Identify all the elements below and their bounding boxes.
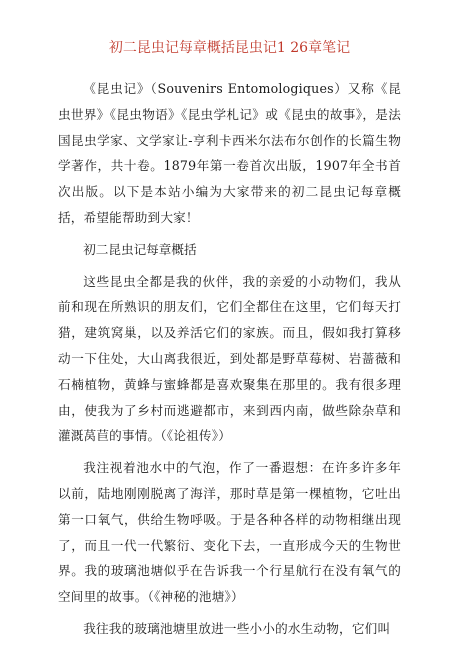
body-paragraph-2: 我注视着池水中的气泡，作了一番遐想：在许多许多年以前，陆地刚刚脱离了海洋，那时草是第一棵植物，它吐出第一口氧气，供给生物呼吸。于是各种各样的动物相继出现了，而且一代一代繁衍、变化下去，一直形成今天的生物世界。我的玻璃池塘似乎在告诉我一个行星航行在没有氧气的空间里的故事。（《神秘的池塘》） [58, 460, 401, 605]
body-paragraph-3: 我往我的玻璃池塘里放进一些小小的水生动物，它们叫 [83, 620, 391, 636]
intro-paragraph: 《昆虫记》（Souvenirs Entomologiques）又称《昆虫世界》《昆虫物语》《昆虫学札记》或《昆虫的故事》，是法国昆虫学家、文学家让-亨利卡西米尔法布尔创作的长篇生物学著作，共十卷。1879年第一卷首次出版，1907年全书首次出版。以下是本站小编为大家带来的初二昆虫记每章概括，希望能帮助到大家！ [58, 81, 401, 225]
document-title: 初二昆虫记每章概括昆虫记1 26章笔记 [108, 40, 351, 56]
body-paragraph-1: 这些昆虫全都是我的伙伴，我的亲爱的小动物们，我从前和现在所熟识的朋友们，它们全都住在这里，它们每天打猎，建筑窝巢，以及养活它们的家族。而且，假如我打算移动一下住处，大山离我很近，到处都是野草莓树、岩蔷薇和石楠植物，黄蜂与蜜蜂都是喜欢聚集在那里的。我有很多理由，使我为了乡村而逃避都市，来到西内南，做些除杂草和灌溉莴苣的事情。（《论祖传》） [58, 273, 401, 444]
section-subheading: 初二昆虫记每章概括 [83, 241, 197, 257]
